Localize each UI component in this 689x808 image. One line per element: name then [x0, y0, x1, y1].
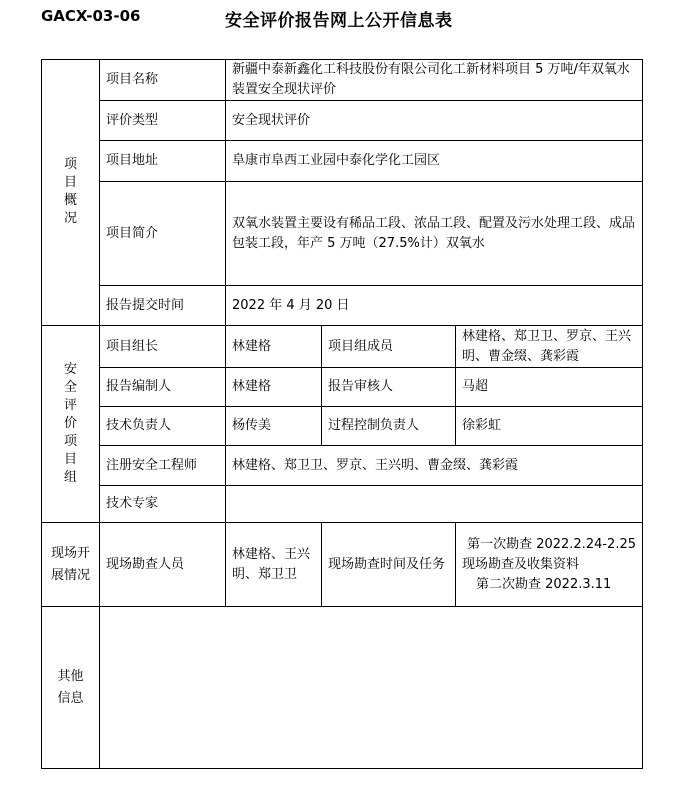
first-survey-task: 现场勘查及收集资料 [462, 556, 580, 572]
compiler-value: 林建格 [226, 368, 322, 407]
survey-schedule [456, 523, 643, 607]
document-code: GACX-03-06 [41, 7, 141, 25]
leader-label: 项目组长 [100, 326, 226, 368]
expert-label: 技术专家 [100, 486, 226, 523]
members-label: 项目组成员 [322, 326, 456, 368]
summary-label: 项目简介 [100, 182, 226, 286]
first-survey: 第一次勘查 2022.2.24-2.25 [467, 536, 636, 552]
engineers-label: 注册安全工程师 [100, 446, 226, 486]
members-value: 林建格、郑卫卫、罗京、王兴明、曹金缀、龚彩霞 [456, 326, 643, 368]
tech-lead-value: 杨传美 [226, 407, 322, 446]
process-lead-label: 过程控制负责人 [322, 407, 456, 446]
document-title: 安全评价报告网上公开信息表 [225, 11, 453, 31]
section-other [42, 607, 100, 769]
surveyors-label: 现场勘查人员 [100, 523, 226, 607]
project-name-label: 项目名称 [100, 60, 226, 101]
info-table [41, 59, 643, 769]
other-info-value [100, 607, 643, 769]
leader-value: 林建格 [226, 326, 322, 368]
reviewer-label: 报告审核人 [322, 368, 456, 407]
eval-type-label: 评价类型 [100, 101, 226, 141]
address-label: 项目地址 [100, 141, 226, 182]
time-task-label: 现场勘查时间及任务 [322, 523, 456, 607]
section-site [42, 523, 100, 607]
surveyors-value: 林建格、王兴明、郑卫卫 [226, 523, 322, 607]
section-site-label: 现场开展情况 [50, 545, 90, 583]
section-overview [42, 60, 100, 326]
summary-value: 双氧水装置主要设有稀品工段、浓品工段、配置及污水处理工段、成品包装工段，年产 5 万吨（27.5%计）双氧水 [226, 182, 643, 286]
expert-value [226, 486, 643, 523]
second-survey: 第二次勘查 2022.3.11 [476, 576, 612, 592]
submit-time-value: 2022 年 4 月 20 日 [226, 286, 643, 326]
submit-time-label: 报告提交时间 [100, 286, 226, 326]
section-team [42, 326, 100, 523]
tech-lead-label: 技术负责人 [100, 407, 226, 446]
section-other-label: 其他信息 [57, 668, 84, 706]
section-overview-label: 项目概况 [63, 157, 77, 226]
project-name-value: 新疆中泰新鑫化工科技股份有限公司化工新材料项目 5 万吨/年双氧水装置安全现状评价 [226, 60, 643, 101]
process-lead-value: 徐彩虹 [456, 407, 643, 446]
reviewer-value: 马超 [456, 368, 643, 407]
address-value: 阜康市阜西工业园中泰化学化工园区 [226, 141, 643, 182]
eval-type-value: 安全现状评价 [226, 101, 643, 141]
section-team-label: 安全评价项目组 [63, 361, 77, 485]
compiler-label: 报告编制人 [100, 368, 226, 407]
engineers-value: 林建格、郑卫卫、罗京、王兴明、曹金缀、龚彩霞 [226, 446, 643, 486]
